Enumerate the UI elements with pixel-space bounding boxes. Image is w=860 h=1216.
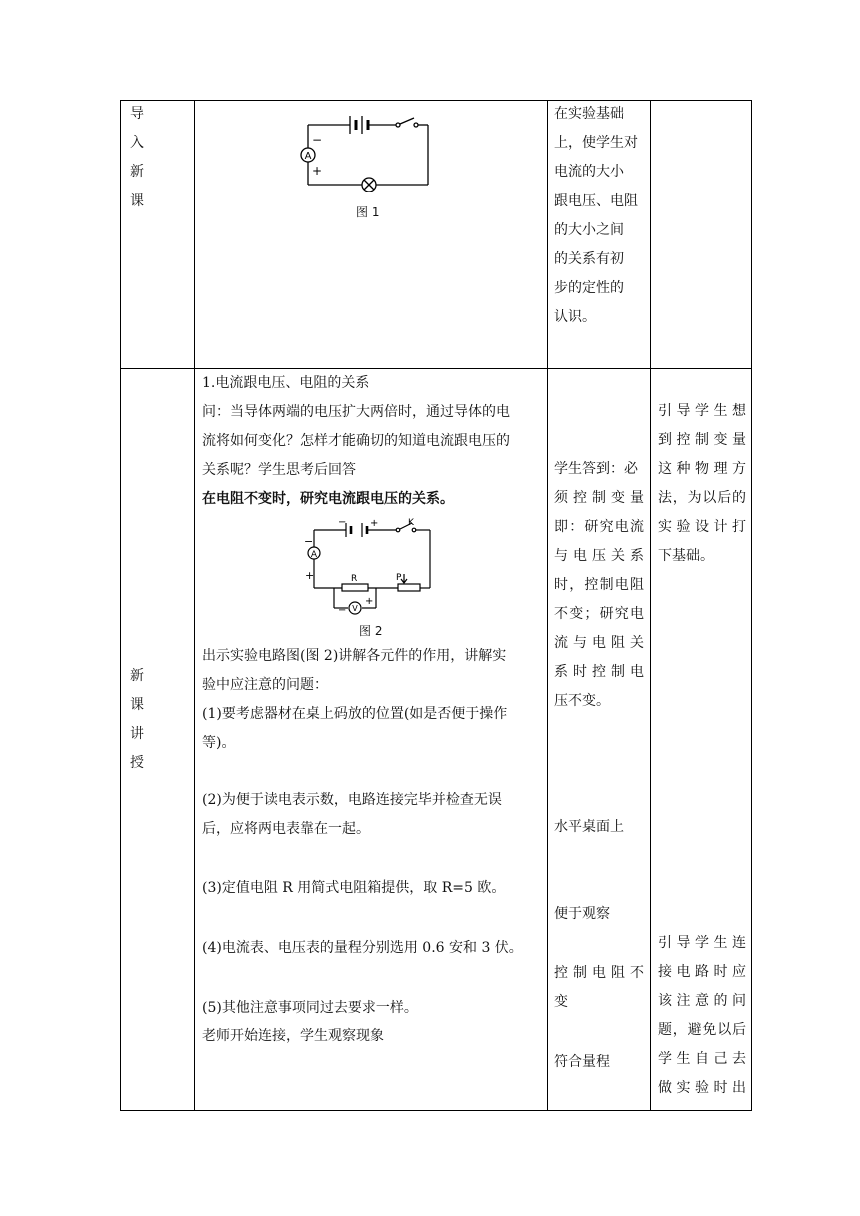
intent-line: 这种物理方 (658, 461, 746, 477)
table-col-divider-1 (194, 100, 195, 1111)
note-line: 上，使学生对 (554, 135, 638, 151)
item-5: (5)其他注意事项同过去要求一样。 (202, 1000, 418, 1016)
answer-line: 变 (554, 994, 568, 1010)
intro-note (554, 100, 648, 332)
section-label-intro (130, 100, 150, 216)
explain-line: 出示实验电路图(图 2)讲解各元件的作用，讲解实 (202, 648, 507, 664)
ammeter-label: A (304, 151, 312, 162)
note-line: 认识。 (554, 309, 596, 325)
section-char: 课 (130, 193, 144, 209)
answer-line: 控制电阻不 (554, 965, 644, 981)
note-line: 跟电压、电阻 (554, 193, 638, 209)
section-heading: 1.电流跟电压、电阻的关系 (202, 375, 370, 391)
closing-line: 老师开始连接，学生观察现象 (202, 1028, 384, 1044)
intent-line: 到控制变量 (658, 432, 746, 448)
resistor-label: R (351, 574, 358, 584)
item-3: (3)定值电阻 R 用简式电阻箱提供，取 R=5 欧。 (202, 880, 506, 896)
item-4: (4)电流表、电压表的量程分别选用 0.6 安和 3 伏。 (202, 940, 523, 956)
note-line: 的大小之间 (554, 222, 624, 238)
answer-line: 系时控制电 (554, 664, 644, 680)
answer-line: 流与电阻关 (554, 635, 644, 651)
intent-line: 法，为以后的 (658, 490, 746, 506)
intent-line: 接电路时应 (658, 964, 746, 980)
voltmeter-minus: − (338, 605, 347, 616)
design-intent-2 (658, 929, 746, 1103)
answer-line: 压不变。 (554, 693, 610, 709)
item-1-line: 等)。 (202, 735, 236, 751)
voltmeter-label: V (352, 604, 358, 613)
student-answer-desk: 水平桌面上 (554, 819, 624, 835)
ammeter-plus: + (305, 569, 315, 582)
table-col-divider-3 (650, 100, 651, 1111)
note-line: 步的定性的 (554, 280, 624, 296)
note-line: 在实验基础 (554, 106, 624, 122)
table-col-divider-2 (547, 100, 548, 1111)
intent-line: 下基础。 (658, 548, 714, 564)
intent-line: 引导学生想 (658, 403, 746, 419)
item-2-line: (2)为便于读电表示数，电路连接完毕并检查无误 (202, 792, 502, 808)
section-char: 授 (130, 755, 144, 771)
answer-line: 与电压关系 (554, 548, 644, 564)
key-statement: 在电阻不变时，研究电流跟电压的关系。 (202, 491, 454, 507)
circuit-figure-2 (300, 518, 440, 618)
item-2 (202, 786, 544, 844)
intent-line: 该注意的问 (658, 993, 746, 1009)
intent-line: 实验设计打 (658, 519, 746, 535)
teaching-content-bottom (202, 642, 544, 758)
ammeter-minus: − (304, 535, 314, 548)
section-char: 新 (130, 668, 144, 684)
ammeter-minus: − (312, 133, 323, 147)
item-1-line: (1)要考虑器材在桌上码放的位置(如是否便于操作 (202, 706, 508, 722)
explain-line: 验中应注意的问题： (202, 677, 328, 693)
section-char: 新 (130, 164, 144, 180)
teaching-content-top (202, 369, 544, 514)
question-line: 问：当导体两端的电压扩大两倍时，通过导体的电 (202, 404, 510, 420)
table-border-bottom (120, 1110, 752, 1111)
table-border-top (120, 100, 752, 101)
intent-line: 做实验时出 (658, 1080, 746, 1096)
rheostat-label: P (396, 573, 402, 583)
intent-line: 学生自己去 (658, 1051, 746, 1067)
note-line: 电流的大小 (554, 164, 624, 180)
figure-1-caption: 图 1 (356, 205, 380, 219)
question-line: 关系呢？学生思考后回答 (202, 462, 356, 478)
student-answer-observe: 便于观察 (554, 906, 610, 922)
answer-line: 不变；研究电 (554, 606, 644, 622)
intent-line: 题，避免以后 (658, 1022, 746, 1038)
student-answer-range: 符合量程 (554, 1054, 610, 1070)
section-char: 导 (130, 106, 144, 122)
note-line: 的关系有初 (554, 251, 624, 267)
table-border-right (751, 100, 752, 1111)
student-answer-control (554, 959, 644, 1017)
student-answer (554, 455, 644, 716)
section-char: 入 (130, 135, 144, 151)
ammeter-label: A (310, 550, 318, 560)
ammeter-plus: + (312, 164, 323, 178)
answer-line: 学生答到：必 (554, 461, 638, 477)
voltmeter-plus: + (365, 596, 374, 607)
answer-line: 须控制变量 (554, 490, 644, 506)
item-2-line: 后，应将两电表靠在一起。 (202, 821, 370, 837)
answer-line: 即：研究电流 (554, 519, 644, 535)
intent-line: 引导学生连 (658, 935, 746, 951)
question-line: 流将如何变化？怎样才能确切的知道电流跟电压的 (202, 433, 510, 449)
switch-label: K (408, 518, 414, 528)
battery-minus: − (338, 518, 347, 528)
battery-plus: + (370, 518, 379, 529)
section-char: 讲 (130, 726, 144, 742)
design-intent-1 (658, 397, 746, 571)
table-border-left (120, 100, 121, 1111)
section-char: 课 (130, 697, 144, 713)
circuit-figure-1 (290, 110, 440, 192)
section-label-teaching (130, 662, 150, 778)
figure-2-caption: 图 2 (359, 624, 383, 638)
answer-line: 时，控制电阻 (554, 577, 644, 593)
